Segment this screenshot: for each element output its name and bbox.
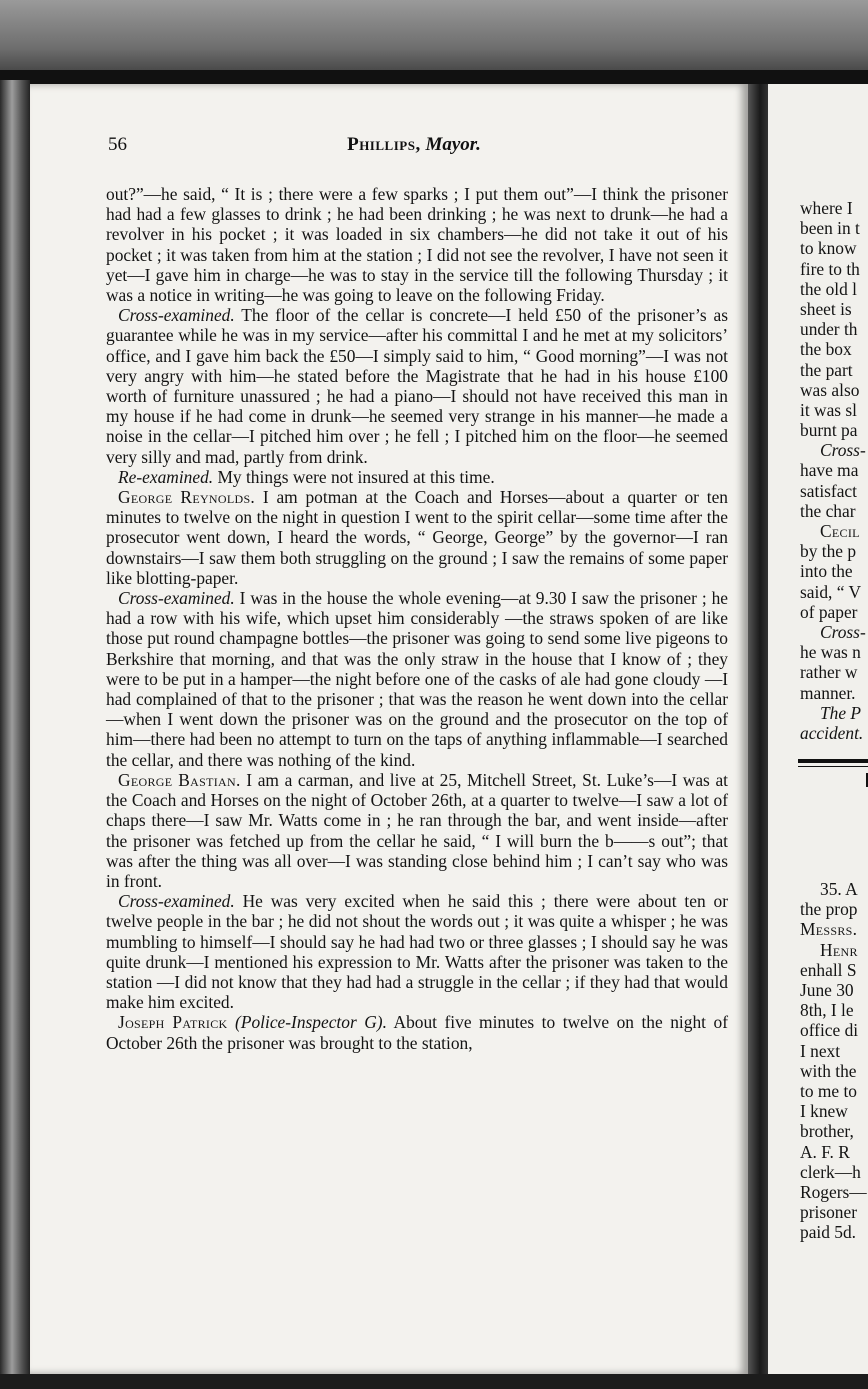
witness-role: (Police-Inspector G). [235,1012,387,1033]
right-column-line: of paper [800,601,858,622]
running-head-name: Phillips, [347,134,421,155]
examination-lead: Cross-examined. [118,588,235,609]
right-column-line: into the [800,561,853,582]
right-column-line: clerk—h [800,1161,861,1182]
paragraph: Cross-examined. The floor of the cellar is concrete—I held £50 of the prisoner’s as guarantee while he was in my service—after his committal I and he met at my solicitors’ office, and I gave him back the £50—I simply said to him, “ Good morning”—I was not very angry with him—he stated before the Magistrate that he had in his house £100 worth of furniture unassured ; he had a piano—I should not have received this man in my house if he had come in drunk—he seemed very strange in his manner—he made a noise in the cellar—I pitched him over ; he fell ; I pitched him on the floor—he seemed very silly and mad, partly from drink. [106,305,728,467]
book-spine-edge [0,80,30,1389]
paragraph: Re-examined. My things were not insured at this time. [118,466,495,487]
right-column-line: was also [800,379,860,400]
right-column-line: I knew [800,1101,848,1122]
right-column-line: rather w [800,662,858,683]
right-column-line: The P [820,702,862,723]
witness-name: George Bastian. [118,769,241,790]
right-column-line: enhall S [800,959,857,980]
right-column-line: the part [800,359,853,380]
right-column-line: the prop [800,899,858,920]
page-number: 56 [108,134,127,155]
examination-lead: Re-examined. [118,466,214,487]
examination-lead: Cross-examined. [118,305,235,326]
right-page-fragment [768,84,868,1374]
right-column-line: manner. [800,682,856,703]
paragraph: Joseph Patrick (Police-Inspector G). About five minutes to twelve on the night of October 26th the prisoner was brought to the station, [106,1012,728,1053]
right-column-line: it was sl [800,399,858,420]
right-column-line: have ma [800,460,859,481]
right-column-line: fire to th [800,258,860,279]
right-column-line: 8th, I le [800,1000,854,1021]
right-column-line: by the p [800,541,857,562]
right-column-line: to me to [800,1080,857,1101]
right-column-line: I next [800,1040,841,1061]
paragraph: Cross-examined. I was in the house the whole evening—at 9.30 I saw the prisoner ; he had a row with his wife, which upset him considerably —the straws spoken of are like those put round champagne bottles—the prisoner was going to send some live pigeons to Berkshire that morning, and that was the only straw in the house that I know of ; they were to be put in a hamper—the night before one of the casks of ale had gone cloudy —I had complained of that to the prisoner ; that was the reason he went down into the cellar—when I went down the prisoner was on the ground and the prosecutor on the top of him—there had been no attempt to turn on the taps of anything inflammable—I searched the cellar, and there was nothing of the kind. [106,588,728,770]
running-head [108,134,720,156]
right-column-line: Henr [820,939,858,960]
right-column-line: with the [800,1060,857,1081]
witness-name: George Reynolds. [118,487,256,508]
right-column-line: office di [800,1020,859,1041]
right-column-line: Cross- [820,440,866,461]
right-column-line: 35. A [820,879,858,900]
right-column-line: sheet is [800,298,852,319]
running-head-title: Mayor. [425,134,481,155]
paragraph: Cross-examined. He was very excited when he said this ; there were about ten or twelve people in the bar ; he did not shout the words out ; it was quite a whisper ; he was mumbling to himself—I should say he had had two or three glasses ; I should say he was quite drunk—I mentioned his expression to Mr. Watts after the prisoner was taken to the station —I did not know that they had had a struggle in the cellar ; if they had that would make him excited. [106,891,728,1013]
right-column-lower [768,879,868,1242]
paragraph: George Bastian. I am a carman, and live at 25, Mitchell Street, St. Luke’s—I was at the Coach and Horses on the night of October 26th, at a quarter to twelve—I saw a lot of chaps there—I saw Mr. Watts come in ; he ran through the bar, and went inside—after the prisoner was fetched up from the cellar he said, “ I will burn the b——s out”; that was after the thing was all over—I was standing close behind him ; I can’t say who was in front. [106,769,728,891]
right-column-line: been in t [800,218,860,239]
right-column-line: under th [800,319,858,340]
page-header [108,134,720,160]
right-column-line: brother, [800,1121,854,1142]
right-column-line: Cross- [820,621,866,642]
right-column-line: the old l [800,278,857,299]
section-rule-thin [798,766,868,767]
right-column-line: the char [800,500,856,521]
examination-lead: Cross-examined. [118,891,235,912]
right-column-line: where I [800,198,853,218]
page-body [106,184,728,1053]
right-column-upper [768,198,868,743]
right-column-line: Rogers— [800,1181,867,1202]
right-column-line: accident. [800,722,864,743]
right-column-line: Cecil [820,521,860,541]
right-column-line: said, “ V [800,581,862,602]
right-column-line: A. F. R [800,1141,850,1162]
book-gutter [748,84,768,1374]
right-column-line: Messrs. [800,919,858,940]
right-column-line: the box [800,339,852,360]
section-rule-thick [798,759,868,763]
paragraph: out?”—he said, “ It is ; there were a few sparks ; I put them out”—I think the prisoner had had a few glasses to drink ; he had been drinking ; he was next to drunk—he had a revolver in his pocket ; it was loaded in six chambers—he did not take it out of his pocket ; it was taken from him at the station ; I did not see the revolver, I have not seen it yet—I gave him in charge—he was to stay in the service till the following Thursday ; it was a notice in writing—he was going to leave on the following Friday. [106,184,728,306]
right-column-line: satisfact [800,480,857,501]
right-column-line: he was n [800,642,861,663]
right-column-line: June 30 [800,980,854,1000]
right-column-line: paid 5d. [800,1222,857,1243]
witness-name: Joseph Patrick [118,1012,228,1033]
right-column-line: prisoner [800,1202,857,1223]
scanner-background-top [0,0,868,80]
paragraph: George Reynolds. I am potman at the Coach and Horses—about a quarter or ten minutes to twelve on the night in question I went to the spirit cellar—some time after the prosecutor went down, I heard the words, “ George, George” by the governor—I ran downstairs—I saw them both struggling on the ground ; I saw the remains of some paper like blotting-paper. [106,487,728,588]
right-column-line: burnt pa [800,420,858,441]
scanner-background-bottom [0,1374,868,1389]
right-column-line: to know [800,238,857,259]
right-page-text [768,198,868,1242]
